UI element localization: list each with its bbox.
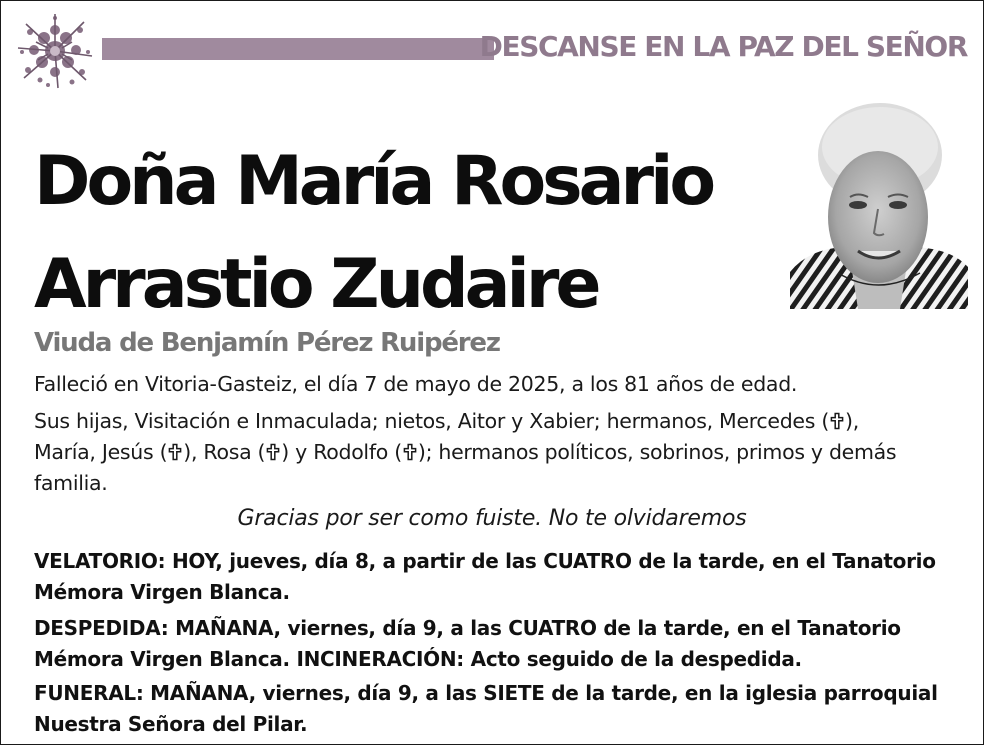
family-text-4: ), Rosa ( — [183, 440, 266, 464]
family-list — [34, 406, 914, 499]
latin-cross-icon — [829, 412, 845, 430]
despedida-notice: DESPEDIDA: MAÑANA, viernes, día 9, a las CUATRO de la tarde, en el Tanatorio Mémora Virgen Blanca. INCINERACIÓN: Acto seguido de la despedida. — [34, 616, 901, 671]
farewell-message: Gracias por ser como fuiste. No te olvidaremos — [237, 506, 747, 531]
family-text-6: ); hermanos políticos, sobrinos, primos y demás familia. — [34, 440, 897, 495]
funeral-notice: FUNERAL: MAÑANA, viernes, día 9, a las SIETE de la tarde, en la iglesia parroquial Nuestra Señora del Pilar. — [34, 681, 938, 736]
latin-cross-icon — [402, 443, 418, 461]
latin-cross-icon — [265, 443, 281, 461]
velatorio-notice: VELATORIO: HOY, jueves, día 8, a partir de las CUATRO de la tarde, en el Tanatorio Mémora Virgen Blanca. — [34, 549, 936, 604]
family-text-3: María, Jesús ( — [34, 440, 168, 464]
portrait-photo — [790, 97, 968, 309]
flower-emblem-icon — [14, 12, 96, 90]
header-title: DESCANSE EN LA PAZ DEL SEÑOR — [479, 30, 967, 63]
family-text-5: ) y Rodolfo ( — [281, 440, 402, 464]
family-text-2: ), — [845, 409, 859, 433]
deceased-name — [34, 130, 712, 336]
name-line-2: Arrastio Zudaire — [34, 245, 598, 324]
header-bar — [102, 38, 494, 60]
death-notice: Falleció en Vitoria-Gasteiz, el día 7 de mayo de 2025, a los 81 años de edad. — [34, 372, 798, 396]
latin-cross-icon — [167, 443, 183, 461]
family-text-1: Sus hijas, Visitación e Inmaculada; nietos, Aitor y Xabier; hermanos, Mercedes ( — [34, 409, 830, 433]
widow-subtitle: Viuda de Benjamín Pérez Ruipérez — [34, 328, 500, 358]
name-line-1: Doña María Rosario — [34, 142, 713, 221]
